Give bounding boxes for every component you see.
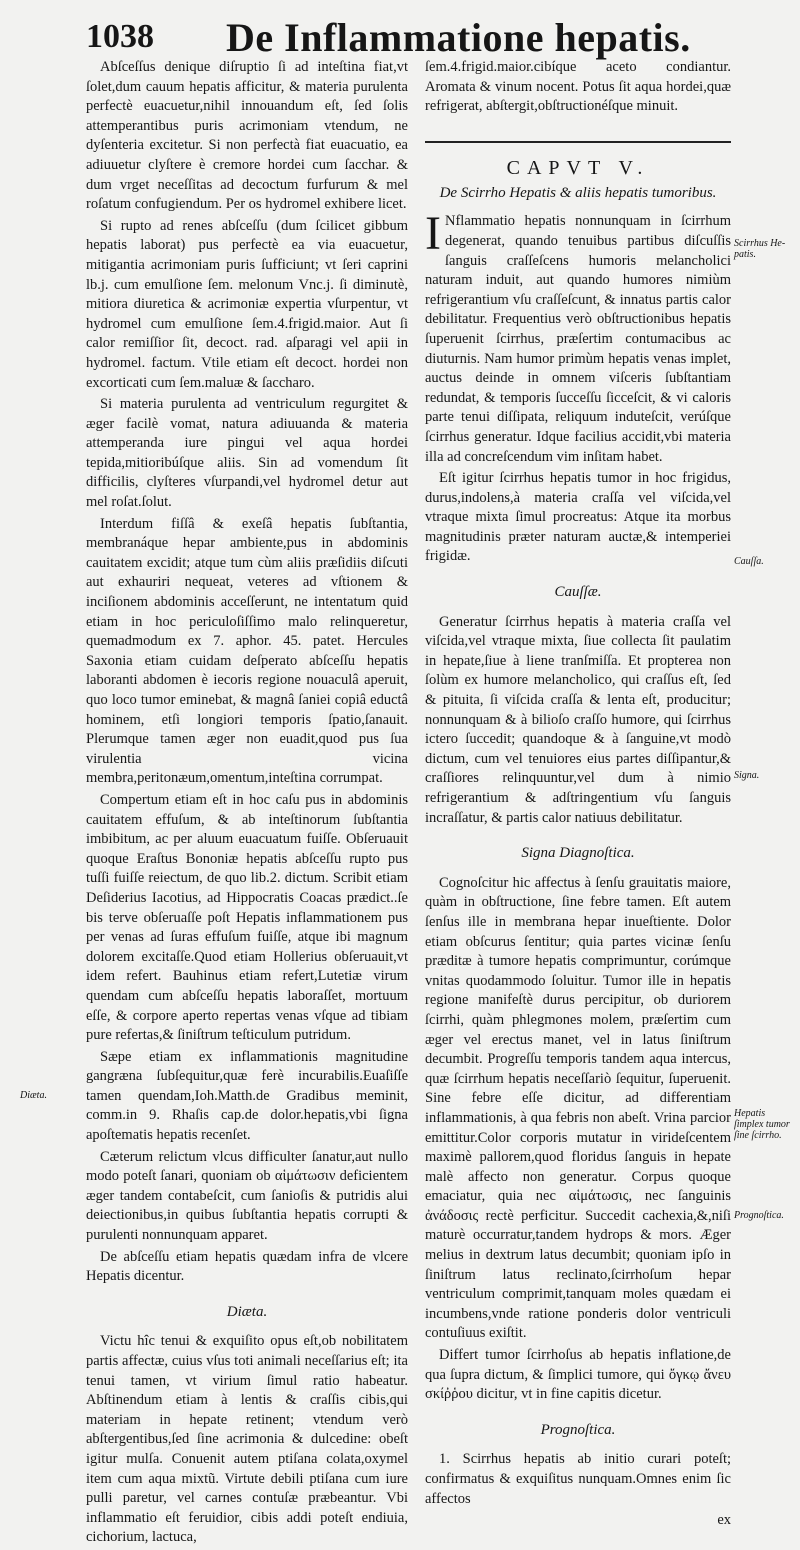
page-number: 1038 xyxy=(86,18,154,55)
chapter-subtitle: De Scirrho Hepatis & aliis hepatis tumoribus. xyxy=(439,185,717,202)
chapter-title: CAPVT V. xyxy=(506,156,650,179)
intro-text: Nflammatio hepatis nonnunquam in ſcirrhum degenerat, quando tenuibus partibus diſcuſſis ſanguis craſſeſcens humoris melancholici naturam induit, aut quando humores nimiùm refrigerantium vſu craſſeſcunt, & innatus partis calor debilitatur. Frequentius verò obſtructionibus hepatis ſuperuenit ſcirrhus, præſertim contumacibus ac diuturnis. Nam humor primùm hepatis venas implet, auctus deinde in omnem viſceris ſubſtantiam redundat, & temporis ſucceſſu ſicceſcit, & vi caloris parte tenui diſſipata, reliquum induteſcit, verúſque ſcirrhus generatur. Idque facilius accidit,vbi materia illa ad concreſcendum vim inſitam habet. xyxy=(425,213,731,465)
marginal-note-hepatis-simplex: Hepatis ſimplex tumor ſine ſcirrho. xyxy=(734,1108,790,1141)
paragraph: Interdum fiſſâ & exeſâ hepatis ſubſtantia, membranáque hepar ambiente,pus in abdominis cauitatem excidit; atque tum cùm aliis præſidiis diſcuti aut exhauriri nequeat, veteres ad vſtionem & inciſionem abdominis acceſſerunt, ne intentatum quid etiam in hoc periculoſiſſimo malo relinqueretur, quemadmodum ex 7. aphor. 45. patet. Hercules Saxonia etiam cuidam deſperato abſceſſu hepatis laboranti abdomen è iecoris regione nouaculâ aperuit, quo loco tumor eminebat, & magnâ ſaniei copiâ eductâ hominem, etſi longiori temporis ſpatio,ſanauit. Plerumque tamen æger non euadit,quod pus ſua virulentia vicina membra,peritonæum,omentum,inteſtina corrumpat. xyxy=(86,515,408,787)
paragraph: ſem.4.frigid.maior.cibíque aceto condiantur. Aromata & vinum nocent. Potus ſit aqua hordei,quæ refrigerat, abſtergit,obſtructionéſque minuit. xyxy=(425,59,731,115)
marginal-note-signa: Signa. xyxy=(734,770,760,781)
paragraph: Sæpe etiam ex inflammationis magnitudine gangræna ſubſequitur,quæ ferè incurabilis.Euaſiſſe tamen quendam,Ioh.Matth.de Gradibus meminit, comm.in 9. Rhaſis cap.de dolor.hepatis,vbi ſigna apoſtematis hepatis recenſet. xyxy=(86,1048,408,1144)
paragraph: Si rupto ad renes abſceſſu (dum ſcilicet gibbum hepatis laborat) pus perfectè ea via euacuetur, mitigantia acrimoniam puris ſufficiunt; vt ſeri caprini lb.j. cum emulſione ſem. melonum Vnc.j. ſi diminutè, mitiora diuretica & acrimoniæ expertia vſurpentur, vt hydromel cum emulſione ſem.4.frigid.maior. Aut ſi calor remiſſior ſit, decoct. rad. aſparagi vel apii in hydromel. factum. Vtile etiam eſt decoct. hordei non excorticati cum ſem.maluæ & ſaccharo. xyxy=(86,217,408,391)
section-heading-signa: Signa Diagnoſtica. xyxy=(521,845,635,862)
paragraph: Eſt igitur ſcirrhus hepatis tumor in hoc frigidus, durus,indolens,à materia craſſa vel viſcida,vel vtraque mixta ſimul procreatus: Atque ita morbus magnitudinis præter naturam auctæ,& intemperiei frigidæ. xyxy=(425,470,731,565)
section-heading-causae: Cauſſæ. xyxy=(554,584,602,601)
paragraph: Si materia purulenta ad ventriculum regurgitet & æger facilè vomat, natura adiuuanda & materia attemperanda iure pingui vel aqua hordei tepida,mitioribúſque aliis. Sin ad vomendum ſit difficilis, clyſteres vſurpandi,vel hydromel detur aut mel roſat.ſolut. xyxy=(86,396,408,511)
paragraph: Compertum etiam eſt in hoc caſu pus in abdominis cauitatem effuſum, & ab inteſtinorum ſubſtantia imbibitum, ac per aluum euacuatum fuiſſe. Obſeruauit quoque Eraſtus Bononiæ hepatis abſceſſu rupto pus tuſſi fuiſſe reiectum, de quo lib.2. dictum. Scribit etiam Deſiderius Iacotius, ad Hippocratis Coacas prædict..ſe bis terve obſeruaſſe poſt Hepatis inflammationem pus per venas ad ſuras effuſum fuiſſe, atque ibi magnum dolorem excitaſſe.Quod etiam Hollerius obſeruauit,vt idem refert. Bauhinus etiam refert,Lutetiæ virum quendam cum abſceſſu hepatis laboraſſet, mortuum eſſe, & corpore aperto repertas venas vſque ad tibiam pure refertas,& ſiniſtrum teſticulum putridum. xyxy=(86,791,408,1044)
catchword: ex xyxy=(717,1512,731,1529)
left-column xyxy=(86,58,408,1550)
paragraph: De abſceſſu etiam hepatis quædam infra de vlcere Hepatis dicentur. xyxy=(86,1248,408,1285)
right-column xyxy=(425,58,731,1533)
section-heading-prognostica: Prognoſtica. xyxy=(540,1421,616,1438)
paragraph: Victu hîc tenui & exquiſito opus eſt,ob nobilitatem partis affectæ, cuius vſus toti animali neceſſarius eſt; ita tenui tamen, vt virium ſimul ratio habeatur. Abſtinendum etiam à lentis & craſſis cibis,qui materiam in hepate retinent; vtendum verò abſtergentibus,ſed ſine acrimonia & dulcedine: obeſt igitur mulſa. Conuenit autem ptiſana colata,oxymel item cum aqua mixtũ. Virtute debili ptiſana cum iure pulli paretur, vel carnes contuſæ præbeantur. Vbi inflammatio eſt feruidior, cibis addi poteſt endiuia, cichorium, lactuca, xyxy=(86,1333,408,1546)
drop-initial: I xyxy=(425,207,441,261)
marginal-note-scirrhus: Scirrhus He-patis. xyxy=(734,238,786,260)
paragraph: 1. Scirrhus hepatis ab initio curari poteſt; confirmatus & exquiſitus nunquam.Omnes enim ſic affectos xyxy=(425,1451,731,1507)
paragraph: Generatur ſcirrhus hepatis à materia craſſa vel viſcida,vel vtraque mixta, ſiue collecta ſit paulatim in hepate,ſiue à liene tranſmiſſa. Et propterea non ſolùm ex humore melancholico, qui craſſus eſt, ſed & pituita, ſi viſcida craſſa & lenta eſt, producitur; nonnunquam & à bilioſo craſſo humore, qui ſcirrhus ictero ſuccedit; quandoque & à ſanguine,vt modò dictum, cum vel tenuiores eius partes diſſipantur,& craſſiores relinquuntur,vel dum à nimio refrigerantium & adſtringentium vſu ſanguis incraſſatur, & partis calor natiuus debilitatur. xyxy=(425,613,731,826)
marginal-note-caussae: Cauſſa. xyxy=(734,556,764,567)
paragraph: Abſceſſus denique diſruptio ſi ad inteſtina fiat,vt ſolet,dum cauum hepatis afficitur, & materia purulenta perfectè euacuetur,nihil innouandum eſt, ſed ſolis attemperantibus puris acrimoniam vtendum, ne dyſenteria excitetur. Si non perfectà fiat euacuatio, ea adiuuetur clyſtere è cremore hordei cum ſacchar. & dum vrget neceſſitas ad decoctum furfurum & mel roſatum confugiendum. Per os hydromel exhibere licet. xyxy=(86,59,408,213)
section-heading-diaeta: Diæta. xyxy=(226,1303,268,1320)
paragraph: Cæterum relictum vlcus difficulter ſanatur,aut nullo modo poteſt ſanari, quoniam ob αἱμάτωσιν deficientem æger tandem contabeſcit, cum ſanioſis & putridis alui deiectionibus,in quibus ſubſtantia hepatis corrupti & purulenti nonnunquam apparet. xyxy=(86,1148,408,1244)
divider xyxy=(425,141,731,143)
paragraph-intro xyxy=(425,207,731,467)
marginal-note-diaeta: Diæta. xyxy=(20,1090,47,1101)
paragraph: Cognoſcitur hic affectus à ſenſu grauitatis maiore, quàm in obſtructione, ſine febre tamen. Eſt autem ſenſus ille in membrana hepar inueſtiente. Dolor etiam obſcurus ſentitur; quia partes vicinæ ſenſu præditæ à tumore hepatis comprimuntur, corúmque vnitas quodammodo ſoluitur. Tumor ille in hepatis regione manifeſtè durus percipitur, ob duriorem ſcirrhi, quàm phlegmones molem, præſertim cum æger vel erectus manet, vel in latus ſiniſtrum decumbit. Progreſſu temporis tandem aqua intercus, quæ ſcirrhum hepatis neceſſariò ſequitur, ſuperuenit. Sine febre eſſe dicitur, ad differentiam inflammationis, à qua febris non abeſt. Vrina parcior emittitur.Color corporis mutatur in virideſcentem maximè pallorem,quod floridus ſanguis in hepate malè affecto non generatur. Corpus quoque emaciatur, quia nec αἱμάτωσις, nec ſanguinis ἀνάδοσις rectè perficitur. Succedit cachexia,&,niſi maturè occurratur,tandem hydrops & mors. Æger melius in dextrum latus decumbit; quoniam ipſo in ſiniſtrum latus reclinato,ſcirrhoſum hepar ventriculum comprimit,tanquam moles quædam ei incumbens,vnde ratione ponderis dolor ventriculi contuſiuus exiſtit. xyxy=(425,874,731,1342)
paragraph: Differt tumor ſcirrhoſus ab hepatis inflatione,de qua ſupra dictum, & ſimplici tumore, qui ὄγκῳ ἄνευ σκίῤῥου dicitur, vt in fine capitis dicetur. xyxy=(425,1347,731,1403)
marginal-note-prognostica: Prognoſtica. xyxy=(734,1210,784,1221)
running-title: De Inflammatione hepatis. xyxy=(226,15,691,60)
